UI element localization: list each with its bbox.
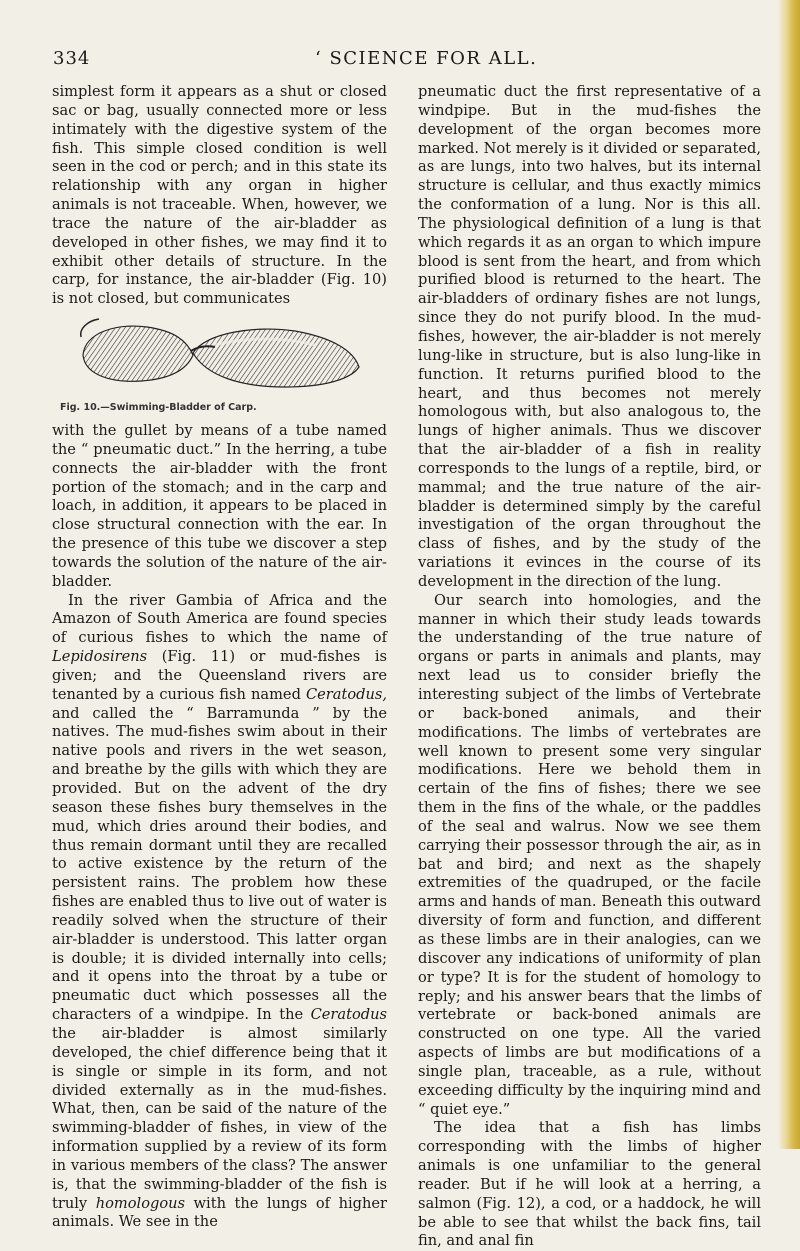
page-header [0, 44, 800, 70]
italic-term: Lepidosirens [52, 648, 148, 666]
italic-term: Ceratodus, [306, 685, 387, 703]
running-title: ‘ SCIENCE FOR ALL. [315, 48, 538, 69]
text-run: with the lungs of higher animals. We see in the [52, 1194, 388, 1231]
text-run: and called the “ Barramunda ” by the natives. The mud-fishes swim about in their native pools and rivers in the wet season, and breathe by the gills with which they are provided. But on the advent of the dry season these fishes bury themselves in the mud, which dries around their bodies, and thus remain dormant until they are recalled to active existence by the return of the persistent rains. The problem how these fishes are enabled thus to live out of water is readily solved when the structure of their air-bladder is understood. This latter organ is double; it is divided internally into cells; and it opens into the throat by a tube or pneumatic duct which possesses all the characters of a windpipe. In the [52, 704, 387, 1024]
italic-term: homologous [95, 1194, 185, 1212]
paragraph [52, 592, 387, 1233]
swimming-bladder-illustration [75, 315, 365, 397]
bladder-rear-chamber [193, 329, 359, 387]
left-column [52, 83, 387, 1232]
italic-term: Ceratodus [310, 1006, 387, 1024]
text-run: (Fig. 11) or mud-fishes is given; and the Queensland rivers are tenanted by a curious fish named [52, 648, 387, 703]
page-number: 334 [53, 48, 91, 69]
figure-swimming-bladder [52, 315, 387, 418]
paragraph: pneumatic duct the first representative of a windpipe. But in the mud-fishes the development of the organ becomes more marked. Not merely is it divided or separated, as are lungs, into two halves, but its internal structure is cellular, and thus exactly mimics the conformation of a lung. Nor is this all. The physiological definition of a lung is that which regards it as an organ to which impure blood is sent from the heart, and from which purified blood is returned to the heart. The air-bladders of ordinary fishes are not lungs, since they do not purify blood. In the mud-fishes, however, the air-bladder is not merely lung-like in structure, but is also lung-like in function. It returns purified blood to the heart, and thus becomes not merely homologous with, but also analogous to, the lungs of higher animals. Thus we discover that the air-bladder of a fish in reality corresponds to the lungs of a reptile, bird, or mammal; and the true nature of the air-bladder is determined simply by the careful investigation of the organ throughout the class of fishes, and by the study of the variations it evinces in the course of its development in the direction of the lung. [418, 83, 761, 590]
paragraph: The idea that a fish has limbs corresponding with the limbs of higher animals is one unfamiliar to the general reader. But if he will look at a herring, a salmon (Fig. 12), a cod, or a haddock, he will be able to see that whilst the back fins, tail fin, and anal fin [418, 1119, 761, 1250]
paragraph: simplest form it appears as a shut or closed sac or bag, usually connected more or less intimately with the digestive system of the fish. This simple closed condition is well seen in the cod or perch; and in this state its relationship with any organ in higher animals is not traceable. When, however, we trace the nature of the air-bladder as developed in other fishes, we may find it to exhibit other details of structure. In the carp, for instance, the air-bladder (Fig. 10) is not closed, but communicates [52, 83, 387, 308]
page-edge [778, 0, 800, 1149]
right-column [418, 83, 761, 1251]
text-run: In the river Gambia of Africa and the Amazon of South America are found species of curious fishes to which the name of [52, 591, 387, 647]
paragraph: with the gullet by means of a tube named the “ pneumatic duct.” In the herring, a tube connects the air-bladder with the front portion of the stomach; and in the carp and loach, in addition, it appears to be placed in close structural connection with the ear. In the presence of this tube we discover a step towards the solution of the nature of the air-bladder. [52, 421, 387, 590]
figure-caption: Fig. 10.—Swimming-Bladder of Carp. [60, 402, 257, 414]
text-run: the air-bladder is almost similarly developed, the chief difference being that it is single or simple in its form, and not divided externally as in the mud-fishes. What, then, can be said of the nature of the swimming-bladder of fishes, in view of the information supplied by a review of its form in various members of the class? The answer is, that the swimming-bladder of the fish is truly [52, 1024, 387, 1212]
paragraph: Our search into homologies, and the manner in which their study leads towards the understanding of the true nature of organs or parts in animals and plants, may next lead us to consider briefly the interesting subject of the limbs of Vertebrate or back-boned animals, and their modifications. The limbs of vertebrates are well known to present some very singular modifications. Here we behold them in certain of the fins of fishes; there we see them in the fins of the whale, or the paddles of the seal and walrus. Now we see them carrying their possessor through the air, as in bat and bird; and next as the shapely extremities of the quadruped, or the facile arms and hands of man. Beneath this outward diversity of form and function, and different as these limbs are in their analogies, can we discover any indications of uniformity of plan or type? It is for the student of homology to reply; and his answer bears that the limbs of vertebrate or back-boned animals are constructed on one type. All the varied aspects of limbs are but modifications of a single plan, traceable, as a rule, without exceeding difficulty by the inquiring mind and “ quiet eye.” [418, 591, 761, 1118]
bladder-front-chamber [83, 326, 193, 381]
